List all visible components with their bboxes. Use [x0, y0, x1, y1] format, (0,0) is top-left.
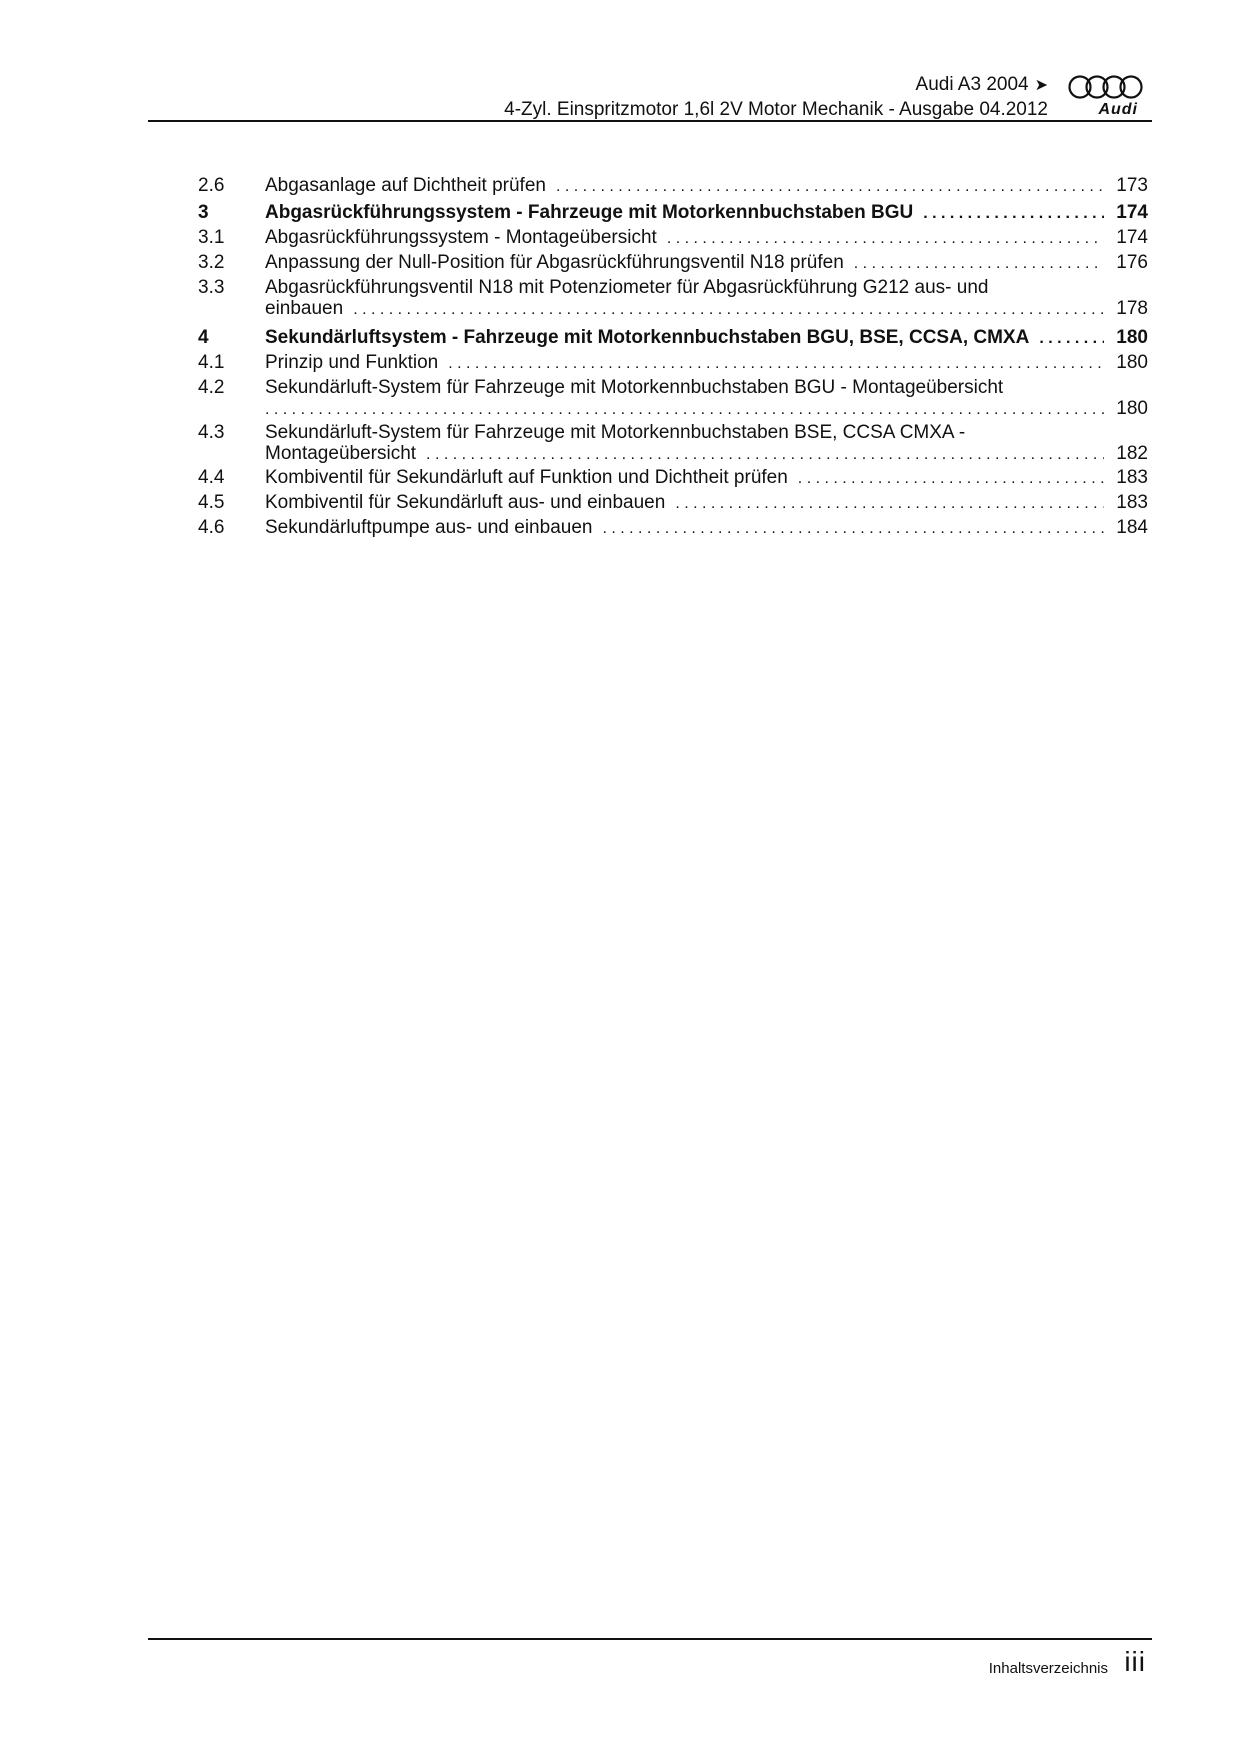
toc-entry-title-line: Sekundärluft-System für Fahrzeuge mit Motorkennbuchstaben BSE, CCSA CMXA -: [265, 422, 966, 443]
toc-entry-page: 173: [1116, 175, 1148, 196]
toc-leader-dots: [426, 444, 1104, 465]
footer-section-label: Inhaltsverzeichnis: [988, 1660, 1108, 1677]
toc-leader-dots: [448, 353, 1104, 374]
toc-entry[interactable]: [198, 377, 1148, 420]
toc-entry[interactable]: [198, 422, 1148, 465]
toc-entry-page: 176: [1116, 252, 1148, 273]
footer-rule: [148, 1638, 1152, 1640]
toc-entry-line: [265, 352, 1148, 374]
toc-entry-page: 174: [1116, 202, 1148, 223]
toc-leader-dots: [353, 299, 1104, 320]
header-model: [916, 74, 1048, 96]
toc-entry-page: 180: [1116, 398, 1148, 419]
toc-entry[interactable]: [198, 517, 1148, 539]
toc-entry-number: 4: [198, 327, 209, 348]
toc-entry[interactable]: [198, 352, 1148, 374]
toc-entry-number: 3.1: [198, 227, 225, 248]
toc-leader-dots: [675, 493, 1104, 514]
toc-entry-page: 183: [1116, 492, 1148, 513]
toc-leader-dots: [602, 518, 1104, 539]
toc-entry-number: 4.6: [198, 517, 225, 538]
toc-entry-page: 174: [1116, 227, 1148, 248]
header-rule: [148, 120, 1152, 122]
toc-entry-number: 2.6: [198, 175, 225, 196]
toc-entry-page: 182: [1116, 443, 1148, 464]
toc-entry-title-line: Sekundärluft-System für Fahrzeuge mit Motorkennbuchstaben BGU - Montageübersicht: [265, 377, 1004, 398]
toc-entry-number: 4.1: [198, 352, 225, 373]
toc-entry-page: 184: [1116, 517, 1148, 538]
toc-entry-number: 3.3: [198, 277, 225, 298]
toc-leader-dots: [854, 253, 1104, 274]
toc-entry[interactable]: [198, 227, 1148, 249]
toc-entry-number: 4.4: [198, 467, 225, 488]
toc-entry-title: Abgasrückführungssystem - Fahrzeuge mit Motorkennbuchstaben BGU: [265, 202, 914, 223]
toc-entry[interactable]: [198, 252, 1148, 274]
toc-entry-page: 180: [1116, 327, 1148, 348]
toc-entry-line: [265, 467, 1148, 489]
audi-rings-icon: [1066, 74, 1148, 100]
toc-entry-line: [265, 175, 1148, 197]
toc-entry-line: [265, 327, 1148, 349]
toc-entry-line: [265, 298, 1148, 320]
header-model-text: Audi A3 2004: [915, 74, 1029, 95]
toc-entry-title: Prinzip und Funktion: [265, 352, 439, 373]
toc-entry-title: einbauen: [265, 298, 344, 319]
footer-page-number: iii: [1124, 1646, 1146, 1677]
toc-leader-dots: [1039, 328, 1104, 349]
toc-entry-line: [265, 227, 1148, 249]
toc-entry-page: 180: [1116, 352, 1148, 373]
toc-leader-dots: [265, 399, 1104, 420]
toc-entry[interactable]: [198, 202, 1148, 224]
toc-leader-dots: [923, 203, 1104, 224]
toc-entry[interactable]: [198, 327, 1148, 349]
toc-entry-line: [265, 252, 1148, 274]
toc-entry-page: 178: [1116, 298, 1148, 319]
toc-entry-number: 3.2: [198, 252, 225, 273]
toc-entry-title: Sekundärluftsystem - Fahrzeuge mit Motorkennbuchstaben BGU, BSE, CCSA, CMXA: [265, 327, 1030, 348]
toc-entry-line: [265, 443, 1148, 465]
toc-leader-dots: [667, 228, 1104, 249]
toc-entry-title: Anpassung der Null-Position für Abgasrückführungsventil N18 prüfen: [265, 252, 844, 273]
arrow-right-icon: ➤: [1034, 77, 1048, 94]
toc-entry-number: 3: [198, 202, 209, 223]
toc-entry[interactable]: [198, 277, 1148, 320]
toc-entry-number: 4.2: [198, 377, 225, 398]
toc-entry-line: [265, 398, 1148, 420]
toc-entry-title: Montageübersicht: [265, 443, 417, 464]
toc-leader-dots: [798, 468, 1104, 489]
audi-logo-text: Audi: [1098, 101, 1138, 118]
toc-entry-number: 4.3: [198, 422, 225, 443]
header-subtitle: 4-Zyl. Einspritzmotor 1,6l 2V Motor Mechanik - Ausgabe 04.2012: [504, 99, 1048, 120]
toc-entry[interactable]: [198, 492, 1148, 514]
toc-entry-page: 183: [1116, 467, 1148, 488]
toc-entry[interactable]: [198, 467, 1148, 489]
toc-leader-dots: [556, 176, 1104, 197]
toc-entry-number: 4.5: [198, 492, 225, 513]
toc-entry-title: Abgasrückführungssystem - Montageübersicht: [265, 227, 657, 248]
toc-entry-title: Kombiventil für Sekundärluft aus- und einbauen: [265, 492, 666, 513]
toc-entry-title: Sekundärluftpumpe aus- und einbauen: [265, 517, 593, 538]
audi-logo: [1066, 74, 1148, 124]
toc-entry[interactable]: [198, 175, 1148, 197]
toc-entry-title: Kombiventil für Sekundärluft auf Funktion und Dichtheit prüfen: [265, 467, 788, 488]
toc-entry-line: [265, 202, 1148, 224]
toc-entry-line: [265, 517, 1148, 539]
toc-entry-title: Abgasanlage auf Dichtheit prüfen: [265, 175, 546, 196]
toc-entry-line: [265, 492, 1148, 514]
toc-entry-title-line: Abgasrückführungsventil N18 mit Potenziometer für Abgasrückführung G212 aus- und: [265, 277, 989, 298]
